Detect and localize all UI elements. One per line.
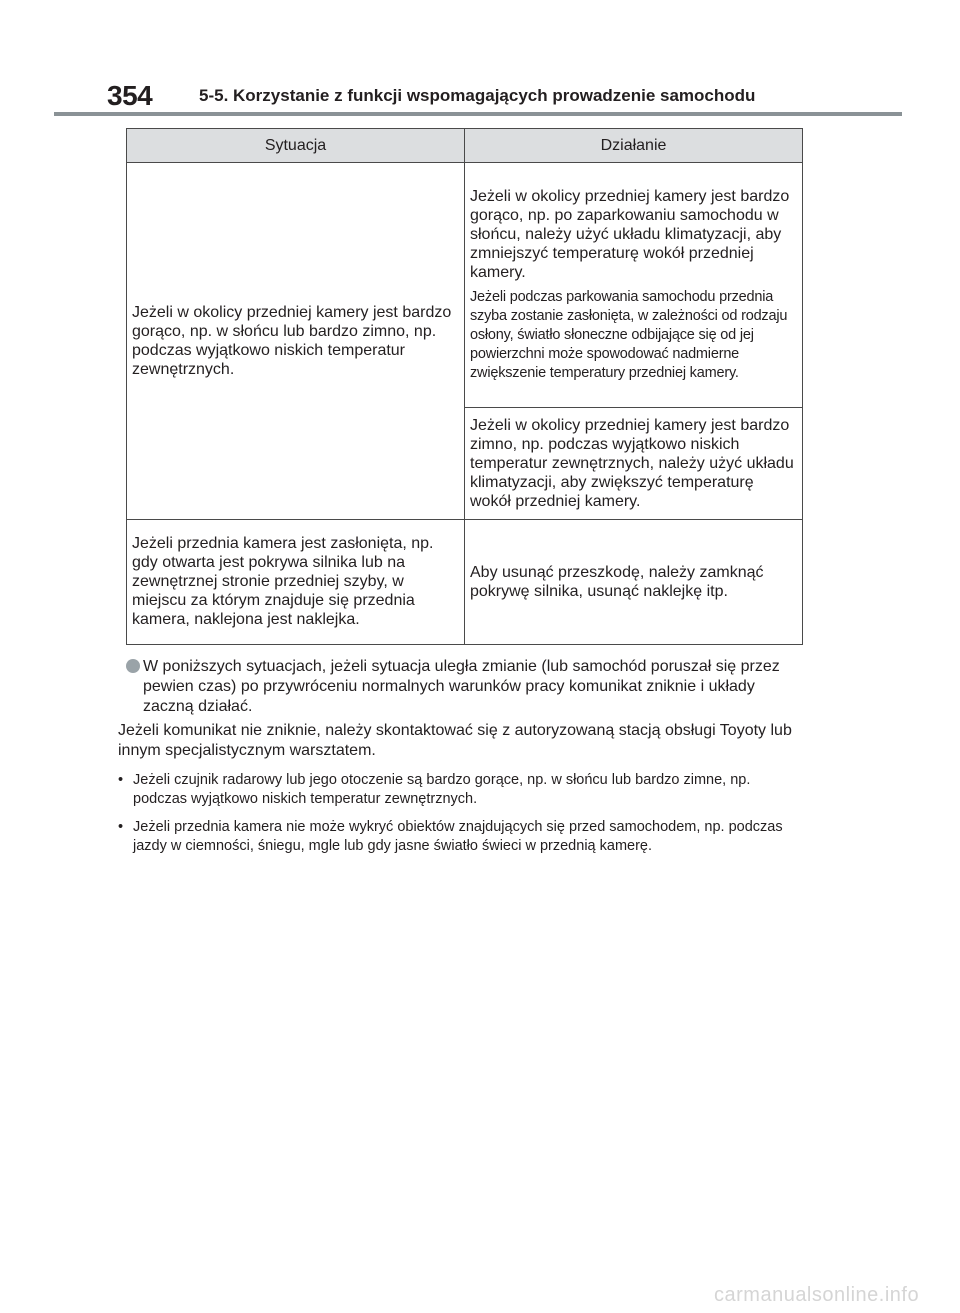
- condition-list: [118, 771, 808, 865]
- action-cell: [465, 520, 803, 645]
- situation-cell: [127, 520, 465, 645]
- situation-text: Jeżeli przednia kamera jest zasłonięta, np. gdy otwarta jest pokrywa silnika lub na zewnętrznej stronie przedniej szyby, w miejscu za którym znajduje się przednia kamera, naklejona jest naklejka.: [132, 535, 434, 628]
- table-row: [127, 163, 803, 408]
- list-item-text: Jeżeli przednia kamera nie może wykryć obiektów znajdujących się przed samochodem, np. podczas jazdy w ciemności, śniegu, mgle lub gdy jasne światło świeci w przednią kamerę.: [133, 819, 783, 854]
- action-text: Jeżeli w okolicy przedniej kamery jest bardzo gorąco, np. po zaparkowaniu samochodu w słońcu, należy użyć układu klimatyzacji, aby zmniejszyć temperaturę wokół przedniej kamery.: [470, 187, 790, 281]
- action-cell: [465, 408, 803, 520]
- header-divider: [54, 112, 902, 116]
- service-paragraph: Jeżeli komunikat nie zniknie, należy skontaktować się z autoryzowaną stacją obsługi Toyoty lub innym specjalistycznym warsztatem.: [118, 722, 792, 759]
- list-item: [118, 818, 808, 856]
- action-text: Jeżeli w okolicy przedniej kamery jest bardzo zimno, np. podczas wyjątkowo niskich temperatur zewnętrznych, należy użyć układu klimatyzacji, aby zwiększyć temperaturę wokół przedniej kamery.: [470, 416, 794, 510]
- situation-action-table: [126, 128, 803, 645]
- page-number: 354: [107, 80, 153, 111]
- list-item: [118, 771, 808, 809]
- watermark: carmanualsonline.info: [714, 1284, 920, 1306]
- column-header-situation: Sytuacja: [127, 129, 465, 163]
- table-header-row: [127, 129, 803, 163]
- column-header-action: Działanie: [465, 129, 803, 163]
- action-text: Aby usunąć przeszkodę, należy zamknąć pokrywę silnika, usunąć naklejkę itp.: [470, 563, 764, 600]
- situation-cell: [127, 163, 465, 520]
- action-note-text: Jeżeli podczas parkowania samochodu przednia szyba zostanie zasłonięta, w zależności od rodzaju osłony, światło słoneczne odbijające się od jej powierzchni może spowodować nadmierne zwiększenie temperatury przedniej kamery.: [470, 288, 788, 381]
- list-item-text: Jeżeli czujnik radarowy lub jego otoczenie są bardzo gorące, np. w słońcu lub bardzo zimne, np. podczas wyjątkowo niskich temperatur zewnętrznych.: [133, 772, 751, 807]
- table-row: [127, 520, 803, 645]
- page-header: [0, 0, 960, 120]
- note-bullet-text: W poniższych sytuacjach, jeżeli sytuacja uległa zmianie (lub samochód poruszał się przez pewien czas) po przywróceniu normalnych warunków pracy komunikat zniknie i układy zaczną działać.: [143, 658, 780, 715]
- action-cell: [465, 163, 803, 408]
- round-bullet-icon: [126, 659, 140, 673]
- bullet-icon: •: [118, 772, 124, 788]
- situation-text: Jeżeli w okolicy przedniej kamery jest bardzo gorąco, np. w słońcu lub bardzo zimno, np. podczas wyjątkowo niskich temperatur zewnętrznych.: [132, 303, 452, 378]
- bullet-icon: •: [118, 819, 124, 835]
- note-bullet: [126, 657, 806, 717]
- section-title: 5-5. Korzystanie z funkcji wspomagających prowadzenie samochodu: [199, 86, 756, 105]
